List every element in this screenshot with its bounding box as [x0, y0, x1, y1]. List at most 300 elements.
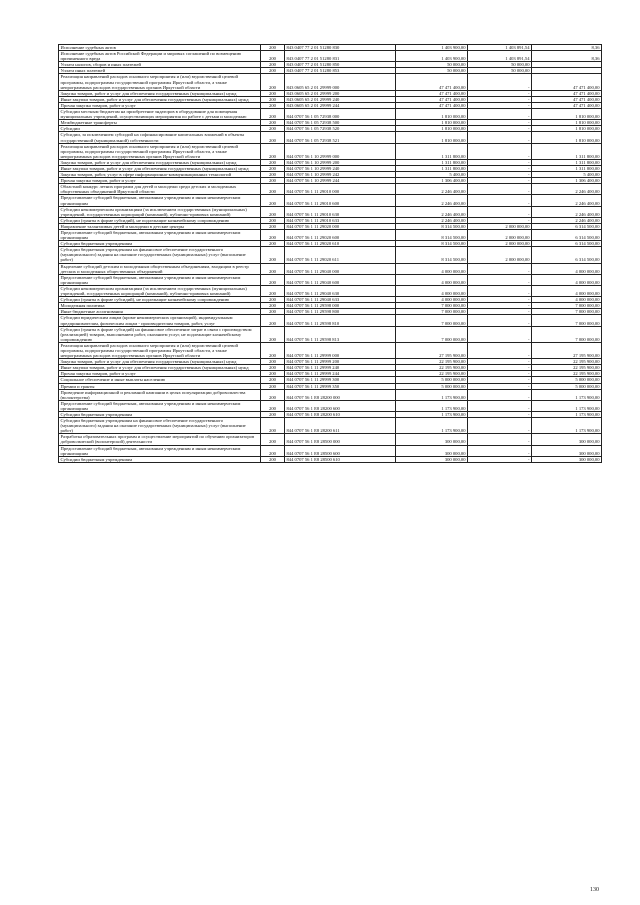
row-budget-classification-code: 844 0707 56 1 05 72938 520: [285, 126, 396, 132]
row-line-code: 200: [261, 96, 285, 102]
row-executed-amount: -: [468, 383, 532, 389]
row-line-code: 200: [261, 389, 285, 400]
row-budget-classification-code: 844 0707 56 1 11 29598 800: [285, 309, 396, 315]
row-description: Уплата налогов, сборов и иных платежей: [59, 62, 261, 68]
row-executed-amount: 50 000,00: [468, 62, 532, 68]
row-description: Прочая закупка товаров, работ и услуг: [59, 178, 261, 184]
row-unexecuted-amount: 6 314 500,00: [532, 247, 602, 263]
row-budget-classification-code: 844 0707 56 1 11 29010 600: [285, 195, 396, 206]
row-description: Предоставление субсидий бюджетным, автономным учреждениям и иным некоммерческим организациям: [59, 230, 261, 241]
row-approved-appropriations: 2 246 400,00: [396, 206, 468, 217]
row-line-code: 200: [261, 184, 285, 195]
row-description: Субсидии бюджетным учреждениям: [59, 412, 261, 418]
row-unexecuted-amount: 27 195 900,00: [532, 342, 602, 358]
row-approved-appropriations: 1 403 900,00: [396, 45, 468, 51]
row-line-code: 200: [261, 217, 285, 223]
table-row: [59, 400, 602, 411]
row-executed-amount: -: [468, 159, 532, 165]
row-executed-amount: -: [468, 377, 532, 383]
row-executed-amount: -: [468, 309, 532, 315]
row-approved-appropriations: 2 246 400,00: [396, 195, 468, 206]
row-executed-amount: -: [468, 206, 532, 217]
row-budget-classification-code: 844 0707 56 1 05 72938 000: [285, 109, 396, 120]
row-approved-appropriations: 8 314 500,00: [396, 223, 468, 229]
table-row: [59, 51, 602, 62]
row-executed-amount: 1 403 891,54: [468, 45, 532, 51]
row-line-code: 200: [261, 247, 285, 263]
row-approved-appropriations: 1 311 800,00: [396, 159, 468, 165]
row-budget-classification-code: 844 0707 56 1 05 72938 500: [285, 120, 396, 126]
row-executed-amount: -: [468, 400, 532, 411]
row-description: Иные бюджетные ассигнования: [59, 309, 261, 315]
row-budget-classification-code: 844 0707 56 1 11 29999 240: [285, 365, 396, 371]
row-executed-amount: -: [468, 217, 532, 223]
row-approved-appropriations: 4 000 000,00: [396, 297, 468, 303]
row-line-code: 200: [261, 172, 285, 178]
row-description: Субсидии некоммерческим организациям (за исключением государственных (муниципальных) учреждений, государственных корпораций (компаний), публично-правовых компаний): [59, 206, 261, 217]
row-unexecuted-amount: 1 173 900,00: [532, 400, 602, 411]
table-row: [59, 230, 602, 241]
row-unexecuted-amount: 2 246 400,00: [532, 184, 602, 195]
row-line-code: 200: [261, 143, 285, 159]
row-description: Реализация направлений расходов основного мероприятия и (или) ведомственной целевой программы, подпрограммы государственной программы Иркутской области, а также непрограммных расходов государственных органов Иркутской области: [59, 143, 261, 159]
row-line-code: 200: [261, 297, 285, 303]
row-approved-appropriations: 5 000 000,00: [396, 383, 468, 389]
table-row: [59, 285, 602, 296]
row-budget-classification-code: 844 0707 56 1 11 29020 611: [285, 247, 396, 263]
row-executed-amount: -: [468, 434, 532, 445]
row-budget-classification-code: 844 0707 56 1 E8 28500 600: [285, 445, 396, 456]
row-approved-appropriations: 4 000 000,00: [396, 285, 468, 296]
row-description: Социальное обеспечение и иные выплаты населению: [59, 377, 261, 383]
row-budget-classification-code: 844 0707 56 1 11 29020 000: [285, 223, 396, 229]
row-budget-classification-code: 843 0407 77 2 01 51280 830: [285, 45, 396, 51]
row-executed-amount: -: [468, 456, 532, 462]
row-line-code: 200: [261, 342, 285, 358]
row-line-code: 200: [261, 241, 285, 247]
row-approved-appropriations: 1 311 800,00: [396, 165, 468, 171]
row-budget-classification-code: 844 0707 56 1 E8 28200 000: [285, 389, 396, 400]
row-description: Субсидии: [59, 126, 261, 132]
row-description: Реализация направлений расходов основного мероприятия и (или) ведомственной целевой программы, подпрограммы государственной программы Иркутской области, а также непрограммных расходов государственных органов Иркутской области: [59, 342, 261, 358]
row-approved-appropriations: 1 810 000,00: [396, 120, 468, 126]
row-line-code: 200: [261, 109, 285, 120]
row-approved-appropriations: 5 000 000,00: [396, 377, 468, 383]
row-executed-amount: -: [468, 132, 532, 143]
table-row: [59, 74, 602, 90]
row-line-code: 200: [261, 206, 285, 217]
row-budget-classification-code: 844 0707 56 1 05 72938 521: [285, 132, 396, 143]
row-description: Субсидии бюджетным учреждениям на финансовое обеспечение государственного (муниципального) задания на оказание государственных (муниципальных) услуг (выполнение работ): [59, 247, 261, 263]
row-unexecuted-amount: 5 400,00: [532, 172, 602, 178]
row-unexecuted-amount: 7 000 000,00: [532, 303, 602, 309]
row-approved-appropriations: 4 000 000,00: [396, 274, 468, 285]
row-line-code: 200: [261, 74, 285, 90]
row-unexecuted-amount: 47 471 400,00: [532, 102, 602, 108]
row-budget-classification-code: 843 0407 77 2 01 51280 853: [285, 68, 396, 74]
row-approved-appropriations: 8 314 500,00: [396, 230, 468, 241]
row-budget-classification-code: 844 0707 56 1 11 29040 630: [285, 285, 396, 296]
row-executed-amount: -: [468, 172, 532, 178]
row-budget-classification-code: 844 0707 56 1 11 29040 000: [285, 263, 396, 274]
row-description: Закупка товаров, работ и услуг для обеспечения государственных (муниципальных) нужд: [59, 159, 261, 165]
row-budget-classification-code: 844 0707 56 1 E8 28200 611: [285, 418, 396, 434]
row-line-code: 200: [261, 285, 285, 296]
table-row: [59, 389, 602, 400]
row-description: Закупка товаров, работ и услуг для обеспечения государственных (муниципальных) нужд: [59, 359, 261, 365]
row-budget-classification-code: 844 0707 56 1 10 29999 242: [285, 172, 396, 178]
row-unexecuted-amount: 7 000 000,00: [532, 315, 602, 326]
row-line-code: 200: [261, 62, 285, 68]
row-description: Субсидии местным бюджетам на приобретение эндаторов в оборудование для помещения муниципальных учреждений, осуществляющих мероприятия по работе с детьми и молодежью: [59, 109, 261, 120]
row-approved-appropriations: 22 195 900,00: [396, 371, 468, 377]
row-line-code: 200: [261, 165, 285, 171]
row-unexecuted-amount: 47 471 400,00: [532, 74, 602, 90]
row-unexecuted-amount: 1 311 800,00: [532, 165, 602, 171]
row-budget-classification-code: 844 0707 56 1 11 29999 244: [285, 371, 396, 377]
row-unexecuted-amount: 1 173 900,00: [532, 418, 602, 434]
row-approved-appropriations: 1 173 900,00: [396, 418, 468, 434]
row-line-code: 200: [261, 132, 285, 143]
row-description: Закупка товаров, работ и услуг для обеспечения государственных (муниципальных) нужд: [59, 90, 261, 96]
row-approved-appropriations: 1 173 900,00: [396, 412, 468, 418]
row-executed-amount: 2 000 000,00: [468, 241, 532, 247]
table-row: [59, 263, 602, 274]
row-unexecuted-amount: 8,36: [532, 51, 602, 62]
row-budget-classification-code: 843 0407 77 2 01 51280 850: [285, 62, 396, 68]
row-executed-amount: -: [468, 120, 532, 126]
row-budget-classification-code: 844 0707 56 1 10 29999 000: [285, 143, 396, 159]
row-description: Премии и гранты: [59, 383, 261, 389]
row-description: Субсидии бюджетным учреждениям: [59, 241, 261, 247]
row-approved-appropriations: 300 000,00: [396, 445, 468, 456]
row-description: Предоставление субсидий бюджетным, автономным учреждениям и иным некоммерческим организациям: [59, 445, 261, 456]
row-unexecuted-amount: 1 810 000,00: [532, 126, 602, 132]
table-row: [59, 62, 602, 68]
row-unexecuted-amount: 2 246 400,00: [532, 206, 602, 217]
row-approved-appropriations: 50 000,00: [396, 68, 468, 74]
row-budget-classification-code: 844 0707 56 1 11 29020 610: [285, 241, 396, 247]
row-executed-amount: 2 000 000,00: [468, 223, 532, 229]
row-approved-appropriations: 1 173 900,00: [396, 400, 468, 411]
row-budget-classification-code: 844 0707 56 1 10 29999 240: [285, 165, 396, 171]
row-budget-classification-code: 844 0707 56 1 10 29999 244: [285, 178, 396, 184]
row-line-code: 200: [261, 274, 285, 285]
row-description: Субсидии бюджетным учреждениям на финансовое обеспечение государственного (муниципального) задания на оказание государственных (муниципальных) услуг (выполнение работ): [59, 418, 261, 434]
row-executed-amount: -: [468, 90, 532, 96]
row-approved-appropriations: 1 810 000,00: [396, 132, 468, 143]
row-description: Направление талантливых детей и молодежи в детские центры: [59, 223, 261, 229]
row-unexecuted-amount: 6 314 500,00: [532, 230, 602, 241]
row-line-code: 200: [261, 51, 285, 62]
row-unexecuted-amount: 22 195 900,00: [532, 365, 602, 371]
row-approved-appropriations: 1 306 400,00: [396, 178, 468, 184]
row-line-code: 200: [261, 230, 285, 241]
row-executed-amount: -: [468, 285, 532, 296]
row-approved-appropriations: 7 000 000,00: [396, 303, 468, 309]
row-budget-classification-code: 843 0605 65 2 01 29999 240: [285, 96, 396, 102]
row-unexecuted-amount: 4 000 000,00: [532, 285, 602, 296]
table-row: [59, 132, 602, 143]
row-approved-appropriations: 47 471 400,00: [396, 102, 468, 108]
row-description: Прочая закупка товаров, работ и услуг: [59, 102, 261, 108]
row-unexecuted-amount: 300 000,00: [532, 456, 602, 462]
row-unexecuted-amount: 5 000 000,00: [532, 383, 602, 389]
row-unexecuted-amount: 1 173 900,00: [532, 389, 602, 400]
row-description: Исполнение судебных актов Российской Федерации и мировых соглашений по возмещению причиненного вреда: [59, 51, 261, 62]
row-description: Исполнение судебных актов: [59, 45, 261, 51]
row-line-code: 200: [261, 418, 285, 434]
row-approved-appropriations: 7 000 000,00: [396, 315, 468, 326]
row-line-code: 200: [261, 263, 285, 274]
row-unexecuted-amount: 5 000 000,00: [532, 377, 602, 383]
table-row: [59, 184, 602, 195]
row-budget-classification-code: 844 0707 56 1 11 29010 633: [285, 217, 396, 223]
row-line-code: 200: [261, 359, 285, 365]
row-approved-appropriations: 22 195 900,00: [396, 365, 468, 371]
row-unexecuted-amount: 7 000 000,00: [532, 309, 602, 315]
table-row: [59, 143, 602, 159]
row-budget-classification-code: 844 0707 56 1 11 29010 000: [285, 184, 396, 195]
row-budget-classification-code: 843 0407 77 2 01 51280 831: [285, 51, 396, 62]
row-unexecuted-amount: 7 000 000,00: [532, 326, 602, 342]
table-body: [59, 45, 602, 463]
row-line-code: 200: [261, 377, 285, 383]
row-description: Выделение субсидий детским и молодежным общественным объединениям, входящим в реестр детских и молодежных общественных объединений: [59, 263, 261, 274]
row-approved-appropriations: 2 246 400,00: [396, 184, 468, 195]
row-description: Закупка товаров, работ, услуг в сфере информационно-коммуникационных технологий: [59, 172, 261, 178]
row-line-code: 200: [261, 326, 285, 342]
row-unexecuted-amount: 2 246 400,00: [532, 195, 602, 206]
row-unexecuted-amount: 300 000,00: [532, 445, 602, 456]
row-line-code: 200: [261, 45, 285, 51]
table-row: [59, 315, 602, 326]
row-budget-classification-code: 844 0707 56 1 11 29999 000: [285, 342, 396, 358]
row-line-code: 200: [261, 159, 285, 165]
row-unexecuted-amount: 1 810 000,00: [532, 109, 602, 120]
table-row: [59, 274, 602, 285]
row-budget-classification-code: 844 0707 56 1 11 29999 350: [285, 383, 396, 389]
row-executed-amount: -: [468, 359, 532, 365]
row-executed-amount: -: [468, 418, 532, 434]
report-sheet: [58, 44, 601, 463]
row-executed-amount: -: [468, 315, 532, 326]
row-description: Предоставление субсидий бюджетным, автономным учреждениям и иным некоммерческим организациям: [59, 274, 261, 285]
row-budget-classification-code: 843 0605 65 2 01 29999 200: [285, 90, 396, 96]
row-line-code: 200: [261, 434, 285, 445]
row-line-code: 200: [261, 102, 285, 108]
row-unexecuted-amount: 47 471 400,00: [532, 90, 602, 96]
row-approved-appropriations: 4 000 000,00: [396, 263, 468, 274]
row-unexecuted-amount: 1 810 000,00: [532, 132, 602, 143]
row-description: Межбюджетные трансферты: [59, 120, 261, 126]
row-description: Проведение информационной и рекламной кампании в целях популяризации добровольчества (волонтерства): [59, 389, 261, 400]
table-row: [59, 195, 602, 206]
table-row: [59, 223, 602, 229]
row-description: Субсидии юридическим лицам (кроме некоммерческих организаций), индивидуальным предпринимателям, физическим лицам - производителям товаров, работ, услуг: [59, 315, 261, 326]
row-unexecuted-amount: 6 314 500,00: [532, 241, 602, 247]
row-description: Субсидии (гранты в форме субсидий), не подлежащие казначейскому сопровождению: [59, 297, 261, 303]
row-executed-amount: -: [468, 143, 532, 159]
row-unexecuted-amount: 22 195 900,00: [532, 371, 602, 377]
row-executed-amount: -: [468, 195, 532, 206]
row-executed-amount: -: [468, 74, 532, 90]
row-description: Реализация направлений расходов основного мероприятия и (или) ведомственной целевой программы, подпрограммы государственной программы Иркутской области, а также непрограммных расходов государственных органов Иркутской области: [59, 74, 261, 90]
row-budget-classification-code: 844 0707 56 1 10 29999 200: [285, 159, 396, 165]
table-row: [59, 326, 602, 342]
row-approved-appropriations: 1 173 900,00: [396, 389, 468, 400]
row-line-code: 200: [261, 303, 285, 309]
row-unexecuted-amount: 4 000 000,00: [532, 263, 602, 274]
row-budget-classification-code: 844 0707 56 1 11 29598 000: [285, 303, 396, 309]
row-description: Предоставление субсидий бюджетным, автономным учреждениям и иным некоммерческим организациям: [59, 195, 261, 206]
row-approved-appropriations: 47 471 400,00: [396, 74, 468, 90]
row-description: Иные закупки товаров, работ и услуг для обеспечения государственных (муниципальных) нужд: [59, 165, 261, 171]
row-approved-appropriations: 8 314 500,00: [396, 247, 468, 263]
row-approved-appropriations: 1 311 800,00: [396, 143, 468, 159]
row-approved-appropriations: 1 810 000,00: [396, 126, 468, 132]
row-line-code: 200: [261, 195, 285, 206]
row-description: Уплата иных платежей: [59, 68, 261, 74]
row-executed-amount: 2 000 000,00: [468, 247, 532, 263]
row-executed-amount: -: [468, 263, 532, 274]
row-unexecuted-amount: 8,36: [532, 45, 602, 51]
budget-execution-table: [58, 44, 602, 463]
row-approved-appropriations: 47 471 400,00: [396, 90, 468, 96]
row-executed-amount: -: [468, 184, 532, 195]
row-unexecuted-amount: 4 000 000,00: [532, 297, 602, 303]
row-unexecuted-amount: 1 810 000,00: [532, 120, 602, 126]
row-budget-classification-code: 844 0707 56 1 E8 28200 600: [285, 400, 396, 411]
row-executed-amount: -: [468, 303, 532, 309]
row-executed-amount: 2 000 000,00: [468, 230, 532, 241]
row-executed-amount: -: [468, 365, 532, 371]
row-unexecuted-amount: 1 173 900,00: [532, 412, 602, 418]
row-line-code: 200: [261, 383, 285, 389]
row-line-code: 200: [261, 223, 285, 229]
row-budget-classification-code: 844 0707 56 1 11 29598 813: [285, 326, 396, 342]
row-executed-amount: -: [468, 178, 532, 184]
row-approved-appropriations: 2 246 400,00: [396, 217, 468, 223]
row-line-code: 200: [261, 365, 285, 371]
table-row: [59, 418, 602, 434]
row-budget-classification-code: 844 0707 56 1 11 29999 300: [285, 377, 396, 383]
row-approved-appropriations: 22 195 900,00: [396, 359, 468, 365]
row-description: Молодежная политика: [59, 303, 261, 309]
row-unexecuted-amount: 1 311 800,00: [532, 159, 602, 165]
row-approved-appropriations: 1 810 000,00: [396, 109, 468, 120]
row-description: Субсидии некоммерческим организациям (за исключением государственных (муниципальных) учреждений, государственных корпораций (компаний), публично-правовых компаний): [59, 285, 261, 296]
row-budget-classification-code: 844 0707 56 1 11 29040 600: [285, 274, 396, 285]
row-budget-classification-code: 844 0707 56 1 11 29999 200: [285, 359, 396, 365]
row-approved-appropriations: 7 000 000,00: [396, 326, 468, 342]
table-row: [59, 109, 602, 120]
table-row: [59, 445, 602, 456]
row-description: Разработка образовательных программ и осуществление мероприятий по обучению организаторов добровольческой (волонтерской) деятельности: [59, 434, 261, 445]
row-line-code: 200: [261, 120, 285, 126]
row-unexecuted-amount: 47 471 400,00: [532, 96, 602, 102]
row-description: Областной конкурс летних программ для детей и молодежи среди детских и молодежных общественных объединений Иркутской области: [59, 184, 261, 195]
row-executed-amount: -: [468, 326, 532, 342]
row-executed-amount: -: [468, 274, 532, 285]
row-executed-amount: 50 000,00: [468, 68, 532, 74]
row-budget-classification-code: 844 0707 56 1 11 29040 633: [285, 297, 396, 303]
row-unexecuted-amount: 1 311 800,00: [532, 143, 602, 159]
row-executed-amount: -: [468, 109, 532, 120]
row-budget-classification-code: 844 0707 56 1 11 29010 630: [285, 206, 396, 217]
table-row: [59, 206, 602, 217]
row-line-code: 200: [261, 315, 285, 326]
row-line-code: 200: [261, 371, 285, 377]
row-executed-amount: -: [468, 297, 532, 303]
row-description: Иные закупки товаров, работ и услуг для обеспечения государственных (муниципальных) нужд: [59, 96, 261, 102]
row-line-code: 200: [261, 456, 285, 462]
row-executed-amount: -: [468, 96, 532, 102]
table-row: [59, 342, 602, 358]
row-approved-appropriations: 47 471 400,00: [396, 96, 468, 102]
row-approved-appropriations: 50 000,00: [396, 62, 468, 68]
row-approved-appropriations: 300 000,00: [396, 434, 468, 445]
row-executed-amount: -: [468, 445, 532, 456]
row-approved-appropriations: 5 400,00: [396, 172, 468, 178]
row-budget-classification-code: 843 0605 65 2 01 29999 244: [285, 102, 396, 108]
row-description: Прочая закупка товаров, работ и услуг: [59, 371, 261, 377]
row-executed-amount: -: [468, 126, 532, 132]
row-description: Субсидии бюджетным учреждениям: [59, 456, 261, 462]
row-unexecuted-amount: 22 195 900,00: [532, 359, 602, 365]
row-budget-classification-code: 844 0707 56 1 E8 28500 610: [285, 456, 396, 462]
row-unexecuted-amount: 300 000,00: [532, 434, 602, 445]
table-row: [59, 247, 602, 263]
row-executed-amount: -: [468, 412, 532, 418]
row-approved-appropriations: 300 000,00: [396, 456, 468, 462]
row-description: Предоставление субсидий бюджетным, автономным учреждениям и иным некоммерческим организациям: [59, 400, 261, 411]
row-line-code: 200: [261, 309, 285, 315]
row-approved-appropriations: 7 000 000,00: [396, 309, 468, 315]
row-approved-appropriations: 27 195 900,00: [396, 342, 468, 358]
row-description: Иные закупки товаров, работ и услуг для обеспечения государственных (муниципальных) нужд: [59, 365, 261, 371]
row-executed-amount: -: [468, 165, 532, 171]
table-row: [59, 456, 602, 462]
table-row: [59, 434, 602, 445]
row-unexecuted-amount: 2 246 400,00: [532, 217, 602, 223]
row-line-code: 200: [261, 445, 285, 456]
row-line-code: 200: [261, 126, 285, 132]
row-budget-classification-code: 844 0707 56 1 E8 28500 000: [285, 434, 396, 445]
row-unexecuted-amount: 1 306 400,00: [532, 178, 602, 184]
row-description: Субсидии (гранты в форме субсидий) на финансовое обеспечение затрат в связи с производством (реализацией) товаров, выполнением работ, оказанием услуг, не подлежащие казначейскому сопровождению: [59, 326, 261, 342]
row-budget-classification-code: 844 0707 56 1 E8 28200 610: [285, 412, 396, 418]
row-executed-amount: -: [468, 102, 532, 108]
page-number: 130: [590, 887, 599, 893]
row-executed-amount: -: [468, 389, 532, 400]
row-executed-amount: 1 403 891,54: [468, 51, 532, 62]
row-executed-amount: -: [468, 371, 532, 377]
row-line-code: 200: [261, 90, 285, 96]
row-approved-appropriations: 1 403 900,00: [396, 51, 468, 62]
row-budget-classification-code: 844 0707 56 1 11 29020 600: [285, 230, 396, 241]
row-description: Субсидии, за исключением субсидий на софинансирование капитальных вложений в объекты государственной (муниципальной) собственности: [59, 132, 261, 143]
row-line-code: 200: [261, 178, 285, 184]
row-approved-appropriations: 8 314 500,00: [396, 241, 468, 247]
row-description: Субсидии (гранты в форме субсидий), не подлежащие казначейскому сопровождению: [59, 217, 261, 223]
row-line-code: 200: [261, 68, 285, 74]
row-unexecuted-amount: 4 000 000,00: [532, 274, 602, 285]
row-unexecuted-amount: 6 314 500,00: [532, 223, 602, 229]
row-executed-amount: -: [468, 342, 532, 358]
row-budget-classification-code: 843 0605 65 2 01 29999 000: [285, 74, 396, 90]
row-line-code: 200: [261, 400, 285, 411]
